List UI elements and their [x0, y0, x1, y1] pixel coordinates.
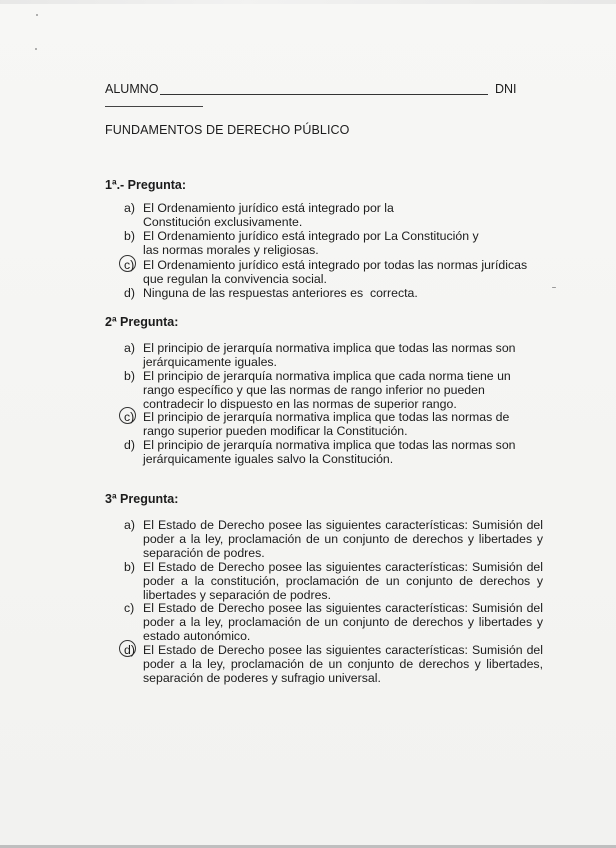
option-letter: b) [124, 560, 135, 574]
dni-label: DNI [495, 82, 517, 96]
option-text: El principio de jerarquía normativa implica que cada norma tiene un rango específico y que las normas de rango inferior no pueden contradecir lo dispuesto en las normas de superior rango. [143, 369, 511, 411]
option-text: El principio de jerarquía normativa implica que todas las normas son jerárquicamente iguales. [143, 341, 516, 369]
option-text: El Estado de Derecho posee las siguientes características: Sumisión del poder a la ley, proclamación de un conjunto de derechos y libertades y estado autonómico. [143, 601, 543, 643]
student-header [105, 80, 525, 100]
option-letter: a) [124, 518, 135, 532]
option-text: El Ordenamiento jurídico está integrado por todas las normas jurídicas que regulan la convivencia social. [143, 258, 528, 286]
option-text: El Ordenamiento jurídico está integrado por la Constitución exclusivamente. [143, 201, 394, 229]
scan-speck [552, 287, 556, 288]
option-letter: c) [124, 258, 135, 272]
subject-title: FUNDAMENTOS DE DERECHO PÚBLICO [105, 123, 350, 137]
option-letter: d) [124, 643, 135, 657]
option-letter: c) [124, 601, 135, 615]
scan-edge-top [0, 0, 616, 4]
option-letter: d) [124, 438, 135, 452]
option-text: El principio de jerarquía normativa implica que todas las normas de rango superior pueden modificar la Constitución. [143, 410, 510, 438]
option-letter: c) [124, 410, 135, 424]
option-letter: a) [124, 201, 135, 215]
scan-speck [36, 14, 38, 16]
option-text: El principio de jerarquía normativa implica que todas las normas son jerárquicamente iguales salvo la Constitución. [143, 438, 516, 466]
option-letter: a) [124, 341, 135, 355]
question-3-title: 3ª Pregunta: [105, 492, 179, 506]
scan-speck [35, 48, 37, 50]
option-text: El Estado de Derecho posee las siguientes características: Sumisión del poder a la ley, proclamación de un conjunto de derechos y libertades, separación de poderes y sufragio universal. [143, 643, 543, 685]
alumno-name-line[interactable] [160, 94, 488, 95]
option-text: El Estado de Derecho posee las siguientes características: Sumisión del poder a la ley, proclamación de un conjunto de derechos y libertades y separación de podres. [143, 518, 543, 560]
option-text: El Estado de Derecho posee las siguientes características: Sumisión del poder a la constitución, proclamación de un conjunto de derechos y libertades y separación de podres. [143, 560, 543, 602]
option-letter: b) [124, 229, 135, 243]
dni-line[interactable] [105, 106, 203, 107]
option-letter: b) [124, 369, 135, 383]
alumno-label: ALUMNO [105, 82, 159, 96]
question-2-title: 2ª Pregunta: [105, 315, 179, 329]
question-1-title: 1ª.- Pregunta: [105, 178, 187, 192]
option-letter: d) [124, 286, 135, 300]
option-text: El Ordenamiento jurídico está integrado por La Constitución y las normas morales y religiosas. [143, 229, 479, 257]
option-text: Ninguna de las respuestas anteriores es correcta. [143, 286, 418, 300]
